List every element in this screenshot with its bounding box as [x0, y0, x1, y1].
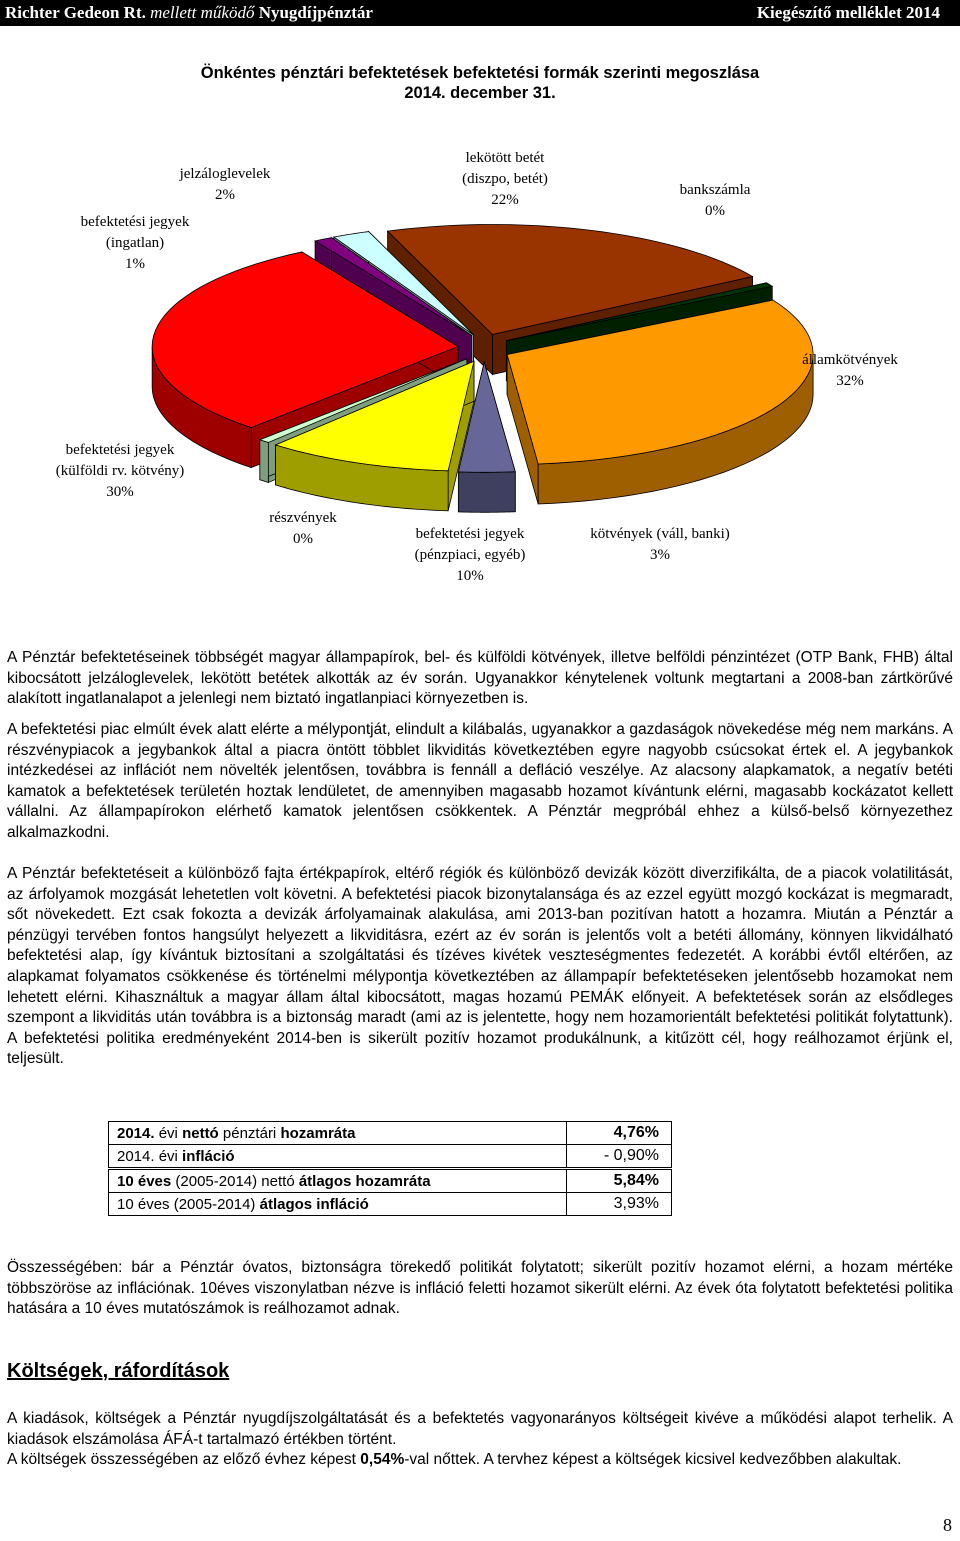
paragraph-text [7, 1450, 953, 1471]
table-cell-label [109, 1122, 567, 1145]
pie-chart [0, 0, 960, 600]
table-cell-value [566, 1193, 671, 1216]
table-cell-value [566, 1145, 671, 1169]
table-row [109, 1169, 672, 1193]
pie-label-penzpiaci [390, 524, 550, 587]
table-cell-label [109, 1169, 567, 1193]
paragraph-5 [7, 1409, 953, 1471]
paragraph-text: A befektetési piac elmúlt évek alatt elérte a mélypontját, elindult a kilábalás, ugyanakkor a gazdaságok növekedése még nem markáns. A részvénypiacok a jegybankok által a piacra öntött többlet likviditás következtében egyre nagyobb csúcsokat értek el. A jegybankok intézkedései az inflációt nem növelték jelentősen, továbbra is fennáll a defláció veszélye. Az alacsony alapkamatok, a negatív betéti kamatok a befektetések területén hoztak lendületet, de amennyiben magasabb hozamot kívántunk elérni, magasabb kockázatot kellett vállalni. Az állampapírokon elérhető kamatok jelentősen csökkentek. A Pénztár megpróbál ehhez a külső-belső környezethez alkalmazkodni. [7, 721, 953, 841]
table-row [109, 1145, 672, 1169]
label-value: 0% [705, 203, 725, 219]
cell-value: 5,84% [613, 1172, 659, 1189]
label-value: 2% [215, 187, 235, 203]
cell-part: 2014. [117, 1124, 155, 1142]
chart-title-line2: 2014. december 31. [404, 84, 556, 102]
paragraph-text: Összességében: bár a Pénztár óvatos, biztonságra törekedő politikát folytatott; sikerült pozitív hozamot elérni, a hozam mértéke többszöröse az inflációnak. 10éves viszonylatban nézve is infláció feletti hozamot sikerült elérni. Az évek óta folytatott befektetési politika hatására a 10 éves mutatószámok is reálhozamot adnak. [7, 1259, 953, 1318]
pie-label-lekotott-betet [420, 148, 590, 211]
label-line: befektetési jegyek [415, 526, 525, 542]
label-line: (pénzpiaci, egyéb) [414, 547, 526, 563]
cell-part: nettó [182, 1124, 219, 1142]
text-part: -val nőttek. A tervhez képest a költségek kicsivel kedvezőbben alakultak. [404, 1451, 902, 1469]
pie-label-kulfoldi [30, 440, 210, 503]
pie-label-kotvenyek [565, 524, 755, 566]
cell-part: átlagos hozamráta [298, 1172, 431, 1190]
header-right: Kiegészítő melléklet 2014 [756, 3, 940, 22]
label-value: 3% [650, 547, 670, 563]
label-line: jelzáloglevelek [179, 166, 271, 182]
cell-part: infláció [182, 1147, 235, 1165]
label-line: (ingatlan) [105, 235, 165, 251]
cell-part: évi [154, 1124, 183, 1142]
cell-part: 10 éves (2005-2014) [117, 1195, 260, 1213]
header-mid: mellett működő [150, 3, 255, 22]
pie-label-reszvenyek [248, 508, 358, 550]
cell-part: pénztári [218, 1124, 281, 1142]
paragraph-1 [7, 648, 953, 710]
cell-part: hozamráta [280, 1124, 356, 1142]
label-line: befektetési jegyek [65, 442, 175, 458]
label-line: kötvények (váll, banki) [590, 526, 730, 542]
label-line: bankszámla [679, 182, 751, 198]
table-row [109, 1122, 672, 1145]
paragraph-3 [7, 864, 953, 1070]
table-cell-label [109, 1193, 567, 1216]
paragraph-text: A kiadások, költségek a Pénztár nyugdíjszolgáltatását és a befektetés vagyonarányos költségeit kivéve a működési alapot terhelik. A kiadások elszámolása ÁFÁ-t tartalmazó értékben történt. [7, 1410, 953, 1448]
cell-value: 4,76% [613, 1124, 659, 1141]
pie-label-jelzaloglevelek [160, 164, 290, 206]
chart-title-line1: Önkéntes pénztári befektetések befektetési formák szerinti megoszlása [200, 64, 760, 82]
table-cell-label [109, 1145, 567, 1169]
label-value: 10% [456, 568, 484, 584]
pie-slice-side [458, 472, 515, 513]
label-line: (diszpo, betét) [462, 171, 548, 187]
label-line: (külföldi rv. kötvény) [55, 463, 185, 479]
label-value: 30% [106, 484, 134, 500]
paragraph-2 [7, 720, 953, 844]
label-line: részvények [269, 510, 337, 526]
cell-part: (2005-2014) nettó [171, 1172, 299, 1190]
pie-label-ingatlan [55, 212, 215, 275]
label-line: befektetési jegyek [80, 214, 190, 230]
pie-slice-side [260, 440, 269, 483]
table-cell-value [566, 1169, 671, 1193]
pie-label-allamkotvenyek [775, 350, 925, 392]
stats-table [108, 1121, 672, 1216]
cell-part: átlagos infláció [259, 1195, 369, 1213]
cell-value: 3,93% [613, 1195, 659, 1212]
cell-part: 2014. évi [117, 1147, 183, 1165]
header-fund: Nyugdíjpénztár [258, 3, 373, 22]
page-number: 8 [943, 1515, 952, 1535]
header-company: Richter Gedeon Rt. [5, 3, 146, 22]
section-heading: Költségek, ráfordítások [7, 1360, 230, 1382]
table-cell-value [566, 1122, 671, 1145]
label-line: lekötött betét [465, 150, 545, 166]
text-part: A költségek összességében az előző évhez képest [7, 1451, 361, 1469]
text-part: 0,54% [360, 1451, 405, 1469]
cell-value: - 0,90% [603, 1147, 659, 1164]
label-value: 0% [293, 531, 313, 547]
paragraph-text: A Pénztár befektetéseinek többségét magyar állampapírok, bel- és külföldi kötvények, illetve belföldi pénzintézet (OTP Bank, FHB) által kibocsátott jelzáloglevelek, lekötött betétek alkották az év során. Ugyanakkor kénytelenek voltunk megtartani a 2008-ban zártkörűvé alakított ingatlanalapot a jelenlegi nem biztató ingatlanpiaci környezetben is. [7, 649, 953, 708]
paragraph-4 [7, 1258, 953, 1320]
paragraph-text: A Pénztár befektetéseit a különböző fajta értékpapírok, eltérő régiók és különböző devizák között diverzifikálta, de a piacok volatilitását, az árfolyamok mozgását lehetetlen volt követni. A befektetési piacok bizonytalansága és az ezzel együtt mozgó kockázat is megmaradt, sőt növekedett. Ezt csak fokozta a devizák árfolyamainak alakulása, ami 2013-ban pozitívan hatott a hozamra. Miután a Pénztár a pénzügyi tervében fontos hangsúlyt helyezett a likviditásra, ezért az év során is jelentős volt a betéti állomány, könnyen likvidálható befektetési alap, így kívántuk biztosítani a szolgáltatási és tízéves kivétek veszteségmentes fedezetét. A korábbi évtől eltérően, az alapkamat folyamatos csökkenése és történelmi mélypontja következtében az állampapír befektetéseken jelentősebb hozamokat nem lehetett elérni. Kihasználtuk a magyar állam által kibocsátott, magas hozamú PEMÁK előnyeit. A befektetések során az elsődleges szempont a likviditás után továbbra is a biztonság maradt (ami az is jelentette, hogy nem hozamorientált befektetési politikát folytattunk). A befektetési politika eredményeként 2014-ben is sikerült pozitív hozamot produkálnunk, a kitűzött cél, hogy reálhozamot érjünk el, teljesült. [7, 865, 953, 1068]
pie-label-bankszamla [640, 180, 790, 222]
label-value: 22% [491, 192, 519, 208]
table-row [109, 1193, 672, 1216]
label-value: 32% [836, 373, 864, 389]
label-line: államkötvények [802, 352, 898, 368]
cell-part: 10 éves [117, 1172, 172, 1190]
label-value: 1% [125, 256, 145, 272]
